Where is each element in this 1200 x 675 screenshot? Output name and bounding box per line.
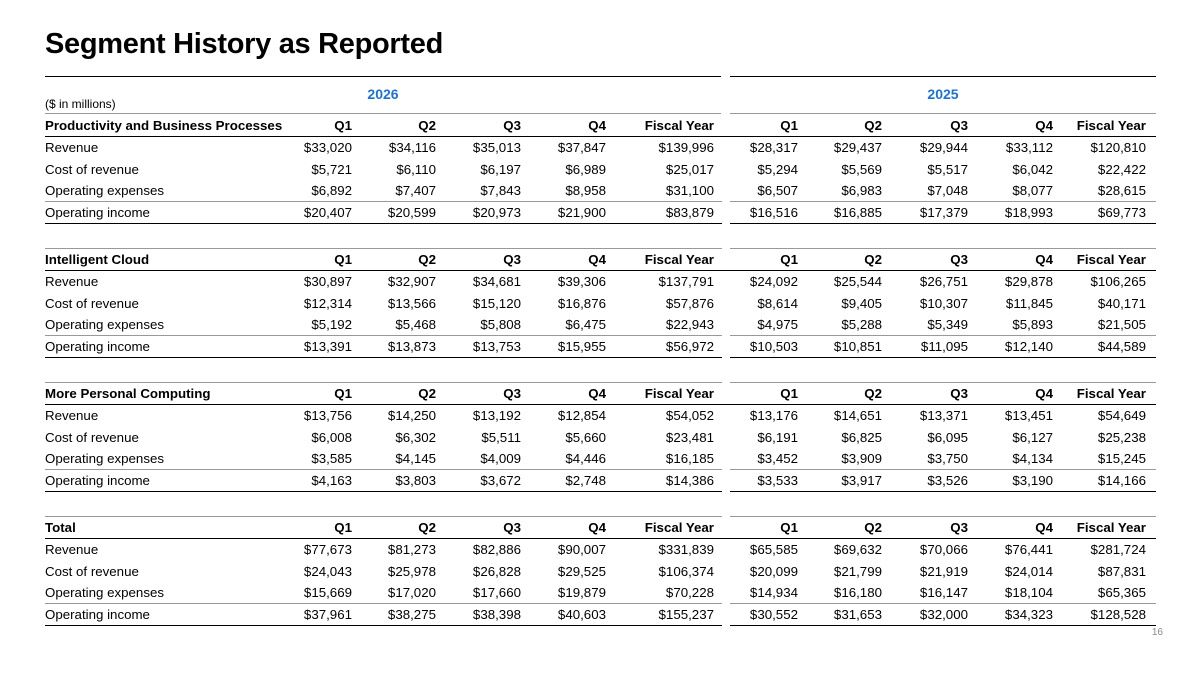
table-cell: $5,517 — [927, 161, 968, 177]
table-cell: $14,250 — [387, 408, 436, 424]
column-header: Q4 — [588, 252, 606, 267]
table-cell: $33,112 — [1005, 140, 1053, 156]
table-cell: $12,140 — [1004, 339, 1053, 355]
column-header: Q4 — [1035, 386, 1053, 401]
table-cell: $38,398 — [472, 607, 521, 623]
row-label: Revenue — [45, 140, 99, 156]
table-cell: $28,317 — [749, 140, 798, 156]
table-cell: $32,907 — [387, 274, 436, 290]
table-cell: $26,751 — [919, 274, 968, 290]
table-cell: $82,886 — [472, 542, 521, 558]
table-cell: $16,147 — [919, 584, 968, 600]
table-cell: $35,013 — [472, 140, 521, 156]
table-cell: $10,851 — [833, 339, 882, 355]
year-gap — [722, 248, 730, 250]
column-header: Q2 — [418, 520, 436, 535]
table-cell: $28,615 — [1097, 182, 1146, 198]
section-header-row — [45, 248, 1156, 271]
row-label: Operating income — [45, 473, 150, 489]
units-note: ($ in millions) — [45, 97, 116, 111]
segment-section — [45, 516, 1156, 626]
column-header: Fiscal Year — [1076, 520, 1146, 535]
year-label: 2026 — [367, 86, 399, 102]
table-cell: $22,422 — [1097, 161, 1146, 177]
table-cell: $5,511 — [481, 429, 521, 445]
table-cell: $3,585 — [311, 450, 352, 466]
table-cell: $34,323 — [1004, 607, 1053, 623]
table-cell: $5,468 — [395, 316, 436, 332]
table-cell: $22,943 — [665, 316, 714, 332]
row-label: Revenue — [45, 542, 99, 558]
table-cell: $7,407 — [395, 182, 436, 198]
table-row — [45, 137, 1156, 158]
column-header: Q1 — [334, 118, 352, 133]
table-cell: $21,799 — [833, 563, 882, 579]
table-cell: $4,145 — [395, 450, 436, 466]
table-cell: $37,961 — [303, 607, 352, 623]
table-cell: $21,900 — [557, 205, 606, 221]
row-label: Operating income — [45, 205, 150, 221]
table-cell: $54,052 — [665, 408, 714, 424]
table-cell: $25,017 — [665, 161, 714, 177]
table-row — [45, 314, 1156, 335]
table-cell: $56,972 — [665, 339, 714, 355]
table-cell: $3,803 — [395, 473, 436, 489]
column-header: Q4 — [1035, 520, 1053, 535]
column-header: Q2 — [864, 386, 882, 401]
column-header: Q3 — [950, 386, 968, 401]
table-cell: $12,314 — [303, 295, 352, 311]
table-cell: $6,197 — [480, 161, 521, 177]
table-row — [45, 448, 1156, 469]
table-cell: $34,116 — [388, 140, 436, 156]
table-cell: $90,007 — [557, 542, 606, 558]
table-cell: $6,983 — [841, 182, 882, 198]
column-header: Q2 — [864, 520, 882, 535]
column-header: Q1 — [780, 386, 798, 401]
table-cell: $77,673 — [303, 542, 352, 558]
table-cell: $14,934 — [749, 584, 798, 600]
table-cell: $3,917 — [841, 473, 882, 489]
table-cell: $3,672 — [480, 473, 521, 489]
table-cell: $3,526 — [927, 473, 968, 489]
table-cell: $4,163 — [311, 473, 352, 489]
table-cell: $30,897 — [303, 274, 352, 290]
table-cell: $54,649 — [1097, 408, 1146, 424]
table-cell: $14,166 — [1097, 473, 1146, 489]
table-cell: $24,014 — [1004, 563, 1053, 579]
row-label: Operating expenses — [45, 316, 165, 332]
segment-section — [45, 382, 1156, 492]
table-cell: $139,996 — [658, 140, 714, 156]
table-cell: $3,533 — [757, 473, 798, 489]
column-header: Fiscal Year — [644, 118, 714, 133]
section-name: Total — [45, 520, 76, 535]
table-cell: $4,009 — [480, 450, 521, 466]
column-header: Q3 — [503, 386, 521, 401]
table-cell: $38,275 — [387, 607, 436, 623]
row-label: Operating expenses — [45, 182, 165, 198]
column-header: Q4 — [588, 386, 606, 401]
year-header-2025 — [730, 76, 1156, 114]
table-cell: $29,525 — [557, 563, 606, 579]
row-label: Operating income — [45, 607, 150, 623]
column-header: Fiscal Year — [644, 386, 714, 401]
table-cell: $6,191 — [757, 429, 798, 445]
table-row — [45, 405, 1156, 426]
year-gap — [722, 603, 730, 605]
segment-section — [45, 115, 1156, 224]
table-cell: $5,893 — [1012, 316, 1053, 332]
table-cell: $81,273 — [387, 542, 436, 558]
row-label: Revenue — [45, 274, 99, 290]
table-cell: $17,379 — [919, 205, 968, 221]
table-cell: $16,876 — [557, 295, 606, 311]
table-cell: $6,302 — [395, 429, 436, 445]
column-header: Q3 — [503, 118, 521, 133]
year-gap — [722, 223, 730, 225]
table-cell: $13,566 — [387, 295, 436, 311]
table-cell: $15,120 — [472, 295, 521, 311]
table-cell: $17,020 — [387, 584, 436, 600]
row-label: Operating income — [45, 339, 150, 355]
table-cell: $39,306 — [557, 274, 606, 290]
table-cell: $3,452 — [757, 450, 798, 466]
column-header: Q3 — [503, 252, 521, 267]
segment-section — [45, 248, 1156, 358]
column-header: Q1 — [780, 252, 798, 267]
table-row — [45, 427, 1156, 448]
section-name: Intelligent Cloud — [45, 252, 150, 267]
row-label: Cost of revenue — [45, 161, 139, 177]
table-cell: $25,544 — [833, 274, 882, 290]
table-cell: $15,669 — [303, 584, 352, 600]
table-cell: $6,008 — [311, 429, 352, 445]
year-label: 2025 — [927, 86, 959, 102]
row-label: Operating expenses — [45, 584, 165, 600]
table-cell: $6,042 — [1012, 161, 1053, 177]
table-cell: $4,446 — [565, 450, 606, 466]
column-header: Fiscal Year — [644, 252, 714, 267]
page-number: 16 — [1151, 627, 1163, 638]
table-cell: $12,854 — [557, 408, 606, 424]
row-label: Cost of revenue — [45, 563, 139, 579]
column-header: Fiscal Year — [1076, 252, 1146, 267]
table-cell: $20,973 — [472, 205, 521, 221]
table-cell: $20,599 — [387, 205, 436, 221]
table-cell: $44,589 — [1097, 339, 1146, 355]
table-cell: $29,878 — [1004, 274, 1053, 290]
year-gap — [722, 357, 730, 359]
table-cell: $8,958 — [565, 182, 606, 198]
table-cell: $4,134 — [1012, 450, 1053, 466]
column-header: Q2 — [418, 118, 436, 133]
table-cell: $13,391 — [303, 339, 352, 355]
table-cell: $29,437 — [833, 140, 882, 156]
year-gap — [722, 491, 730, 493]
section-header-row — [45, 516, 1156, 539]
table-cell: $13,451 — [1004, 408, 1053, 424]
table-cell: $25,238 — [1097, 429, 1146, 445]
table-cell: $7,843 — [480, 182, 521, 198]
table-cell: $155,237 — [658, 607, 714, 623]
table-cell: $21,505 — [1097, 316, 1146, 332]
section-name: Productivity and Business Processes — [45, 118, 283, 133]
year-gap — [722, 335, 730, 337]
table-cell: $14,386 — [665, 473, 714, 489]
page-title: Segment History as Reported — [45, 28, 443, 60]
column-header: Fiscal Year — [1076, 118, 1146, 133]
table-cell: $5,288 — [841, 316, 882, 332]
table-cell: $65,585 — [749, 542, 798, 558]
column-header: Q3 — [950, 252, 968, 267]
table-cell: $137,791 — [658, 274, 714, 290]
table-cell: $70,066 — [919, 542, 968, 558]
table-cell: $331,839 — [658, 542, 714, 558]
table-cell: $83,879 — [665, 205, 714, 221]
table-cell: $5,349 — [927, 316, 968, 332]
table-cell: $5,808 — [480, 316, 521, 332]
table-cell: $8,077 — [1012, 182, 1053, 198]
table-row — [45, 159, 1156, 180]
table-row — [45, 539, 1156, 560]
table-cell: $25,978 — [387, 563, 436, 579]
table-cell: $6,825 — [841, 429, 882, 445]
table-cell: $281,724 — [1090, 542, 1146, 558]
row-label: Operating expenses — [45, 450, 165, 466]
table-cell: $8,614 — [757, 295, 798, 311]
column-header: Fiscal Year — [1076, 386, 1146, 401]
table-cell: $6,110 — [396, 161, 436, 177]
table-cell: $6,095 — [927, 429, 968, 445]
table-cell: $6,989 — [565, 161, 606, 177]
section-header-row — [45, 382, 1156, 405]
table-row — [45, 335, 1156, 358]
table-cell: $57,876 — [665, 295, 714, 311]
table-cell: $15,245 — [1097, 450, 1146, 466]
year-gap — [722, 469, 730, 471]
table-cell: $69,632 — [833, 542, 882, 558]
table-cell: $6,507 — [757, 182, 798, 198]
table-cell: $13,371 — [919, 408, 968, 424]
table-cell: $3,190 — [1012, 473, 1053, 489]
table-cell: $16,185 — [665, 450, 714, 466]
table-cell: $13,176 — [749, 408, 798, 424]
column-header: Q2 — [864, 252, 882, 267]
row-label: Cost of revenue — [45, 429, 139, 445]
table-row — [45, 293, 1156, 314]
table-cell: $19,879 — [557, 584, 606, 600]
column-header: Q1 — [780, 118, 798, 133]
table-cell: $31,100 — [665, 182, 714, 198]
table-cell: $29,944 — [919, 140, 968, 156]
table-cell: $21,919 — [919, 563, 968, 579]
table-cell: $18,993 — [1004, 205, 1053, 221]
table-cell: $32,000 — [919, 607, 968, 623]
table-cell: $5,660 — [565, 429, 606, 445]
row-label: Revenue — [45, 408, 99, 424]
table-cell: $4,975 — [757, 316, 798, 332]
table-cell: $106,265 — [1090, 274, 1146, 290]
table-cell: $16,180 — [833, 584, 882, 600]
table-cell: $3,909 — [841, 450, 882, 466]
column-header: Q2 — [418, 386, 436, 401]
section-header-row — [45, 115, 1156, 137]
table-cell: $87,831 — [1097, 563, 1146, 579]
year-gap — [722, 201, 730, 203]
section-name: More Personal Computing — [45, 386, 211, 401]
table-cell: $2,748 — [565, 473, 606, 489]
table-cell: $128,528 — [1090, 607, 1146, 623]
table-cell: $120,810 — [1090, 140, 1146, 156]
column-header: Q3 — [503, 520, 521, 535]
table-cell: $70,228 — [665, 584, 714, 600]
table-cell: $15,955 — [557, 339, 606, 355]
table-cell: $76,441 — [1004, 542, 1053, 558]
table-row — [45, 180, 1156, 201]
column-header: Fiscal Year — [644, 520, 714, 535]
table-cell: $24,092 — [749, 274, 798, 290]
table-cell: $6,127 — [1012, 429, 1053, 445]
column-header: Q4 — [588, 118, 606, 133]
table-cell: $6,475 — [565, 316, 606, 332]
table-cell: $11,845 — [1005, 295, 1053, 311]
column-header: Q2 — [864, 118, 882, 133]
table-cell: $13,753 — [472, 339, 521, 355]
year-header-2026 — [45, 76, 721, 114]
table-cell: $24,043 — [303, 563, 352, 579]
column-header: Q3 — [950, 118, 968, 133]
table-cell: $9,405 — [841, 295, 882, 311]
table-cell: $65,365 — [1097, 584, 1146, 600]
table-cell: $10,307 — [919, 295, 968, 311]
table-cell: $34,681 — [472, 274, 521, 290]
table-cell: $7,048 — [927, 182, 968, 198]
column-header: Q1 — [334, 520, 352, 535]
table-row — [45, 469, 1156, 492]
table-cell: $37,847 — [557, 140, 606, 156]
table-cell: $20,099 — [749, 563, 798, 579]
table-row — [45, 271, 1156, 292]
year-gap — [722, 382, 730, 384]
table-cell: $3,750 — [927, 450, 968, 466]
table-cell: $10,503 — [749, 339, 798, 355]
year-gap — [722, 516, 730, 518]
column-header: Q1 — [334, 252, 352, 267]
table-cell: $33,020 — [303, 140, 352, 156]
table-cell: $5,294 — [757, 161, 798, 177]
column-header: Q1 — [780, 520, 798, 535]
table-cell: $5,569 — [841, 161, 882, 177]
column-header: Q2 — [418, 252, 436, 267]
column-header: Q4 — [1035, 252, 1053, 267]
column-header: Q4 — [1035, 118, 1053, 133]
table-row — [45, 201, 1156, 224]
table-cell: $40,171 — [1097, 295, 1146, 311]
table-cell: $17,660 — [472, 584, 521, 600]
table-cell: $20,407 — [303, 205, 352, 221]
table-cell: $13,873 — [387, 339, 436, 355]
table-cell: $40,603 — [557, 607, 606, 623]
column-header: Q4 — [588, 520, 606, 535]
table-cell: $6,892 — [311, 182, 352, 198]
table-cell: $13,756 — [303, 408, 352, 424]
table-cell: $23,481 — [665, 429, 714, 445]
year-gap — [722, 625, 730, 627]
table-row — [45, 561, 1156, 582]
table-row — [45, 582, 1156, 603]
table-cell: $5,192 — [311, 316, 352, 332]
table-cell: $31,653 — [833, 607, 882, 623]
table-cell: $11,095 — [920, 339, 968, 355]
table-cell: $18,104 — [1004, 584, 1053, 600]
table-cell: $69,773 — [1097, 205, 1146, 221]
row-label: Cost of revenue — [45, 295, 139, 311]
table-cell: $30,552 — [749, 607, 798, 623]
table-cell: $14,651 — [833, 408, 882, 424]
table-cell: $16,885 — [833, 205, 882, 221]
table-cell: $5,721 — [311, 161, 352, 177]
table-cell: $16,516 — [749, 205, 798, 221]
table-cell: $106,374 — [658, 563, 714, 579]
column-header: Q1 — [334, 386, 352, 401]
table-row — [45, 603, 1156, 626]
table-cell: $13,192 — [472, 408, 521, 424]
table-cell: $26,828 — [472, 563, 521, 579]
column-header: Q3 — [950, 520, 968, 535]
